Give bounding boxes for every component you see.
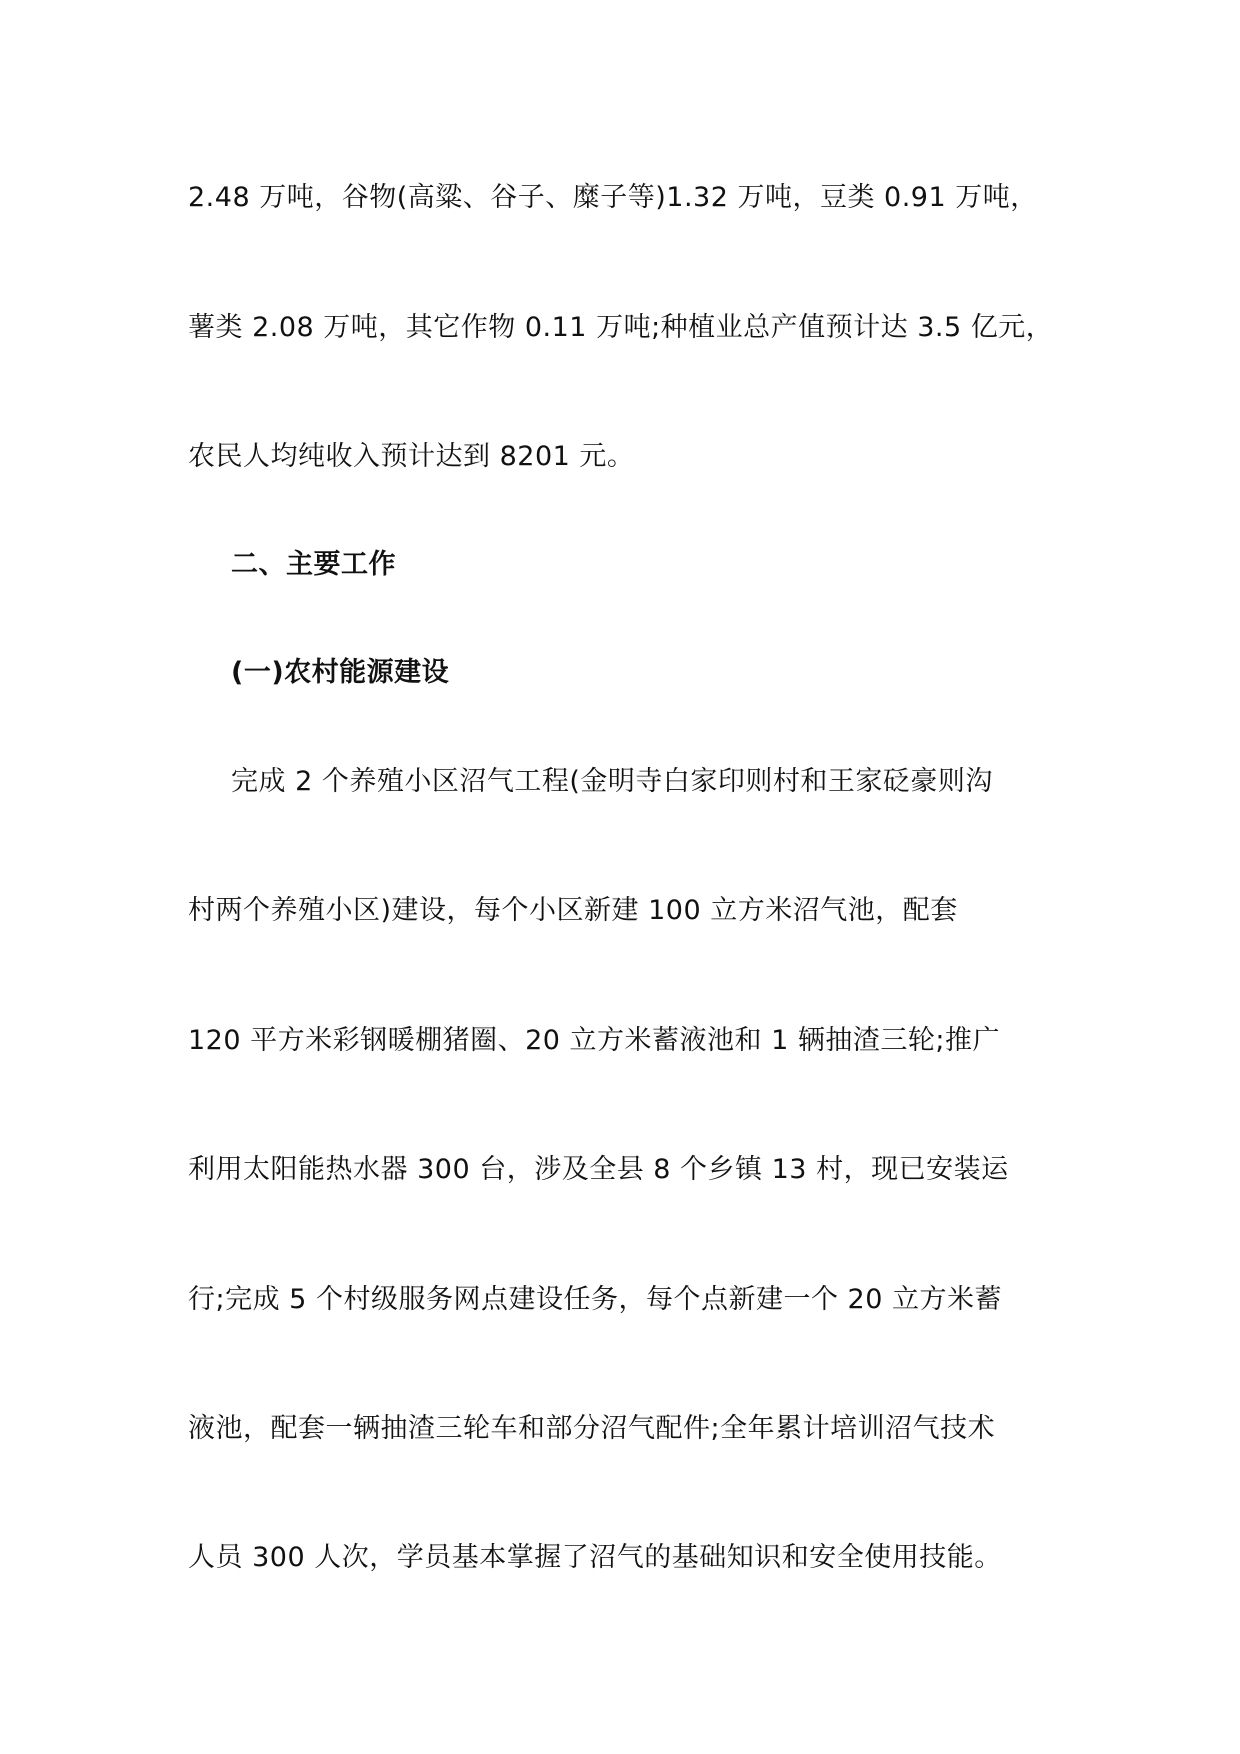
paragraph-line: 行;完成 5 个村级服务网点建设任务，每个点新建一个 20 立方米蓄 <box>188 1284 1002 1315</box>
section-heading: 二、主要工作 <box>231 549 396 580</box>
paragraph-line: 利用太阳能热水器 300 台，涉及全县 8 个乡镇 13 村，现已安装运 <box>188 1154 1009 1185</box>
paragraph-line: 农民人均纯收入预计达到 8201 元。 <box>188 441 635 472</box>
paragraph-line: 120 平方米彩钢暖棚猪圈、20 立方米蓄液池和 1 辆抽渣三轮;推广 <box>188 1025 1000 1056</box>
paragraph-line: 完成 2 个养殖小区沼气工程(金明寺白家印则村和王家砭豪则沟 <box>231 766 993 797</box>
paragraph-line: 人员 300 人次，学员基本掌握了沼气的基础知识和安全使用技能。 <box>188 1542 1002 1573</box>
paragraph-line: 村两个养殖小区)建设，每个小区新建 100 立方米沼气池，配套 <box>188 895 958 926</box>
paragraph-line: 液池，配套一辆抽渣三轮车和部分沼气配件;全年累计培训沼气技术 <box>188 1413 996 1444</box>
paragraph-line: 薯类 2.08 万吨，其它作物 0.11 万吨;种植业总产值预计达 3.5 亿元， <box>188 312 1054 343</box>
subsection-heading: (一)农村能源建设 <box>231 657 450 688</box>
paragraph-line: 2.48 万吨，谷物(高粱、谷子、糜子等)1.32 万吨，豆类 0.91 万吨， <box>188 182 1038 213</box>
